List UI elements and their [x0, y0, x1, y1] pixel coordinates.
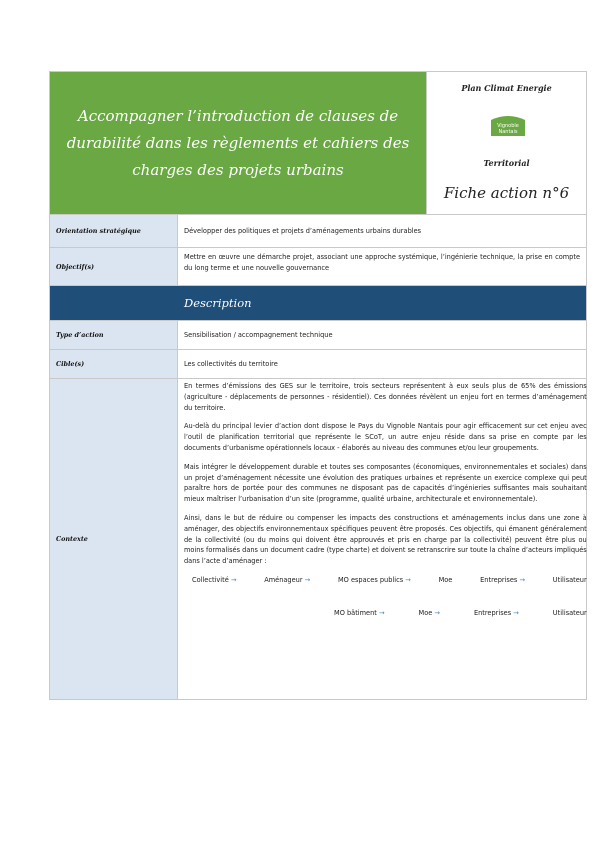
contexte-value: [178, 379, 593, 699]
cibles-label: Cible(s): [50, 350, 178, 378]
row-type-action: [50, 321, 586, 350]
arrow-icon: →: [513, 608, 519, 617]
actor-entreprises: Entreprises →: [480, 575, 525, 584]
actor-utilisateur-2: Utilisateur: [552, 608, 587, 617]
orientation-value: Développer des politiques et projets d’aménagements urbains durables: [184, 226, 422, 235]
action-sheet: [49, 71, 587, 700]
arrow-icon: →: [378, 608, 385, 617]
arrow-icon: →: [304, 575, 311, 584]
actor-entreprises-2: Entreprises →: [473, 608, 519, 617]
actor-moe: Moe: [438, 575, 453, 584]
row-objectifs: [50, 248, 586, 286]
type-action-value: Sensibilisation / accompagnement technique: [184, 330, 333, 339]
arrow-icon: →: [230, 575, 237, 584]
row-cibles: [50, 350, 586, 379]
objectifs-label: Objectif(s): [50, 248, 178, 285]
contexte-paragraph-1: En termes d’émissions des GES sur le territoire, trois secteurs représentent à eux seuls plus de 65% des émissions (agriculture - déplacements de personnes - résidentiel). Ces données révèlent un enjeu fort en termes d’aménagement du territoire.: [184, 382, 587, 412]
objectifs-value: Mettre en œuvre une démarche projet, associant une approche systémique, l’ingénierie technique, la prise en compte du long terme et une nouvelle gouvernance: [184, 253, 580, 272]
sheet-title: Accompagner l’introduction de clauses de durabilité dans les règlements et cahiers des charges des projets urbains: [66, 106, 410, 179]
orientation-label: Orientation stratégique: [50, 215, 178, 247]
row-contexte: [50, 379, 586, 699]
actor-chain-2: [184, 608, 587, 619]
vignoble-nantais-logo: [487, 110, 529, 138]
contexte-paragraph-2: Au-delà du principal levier d’action dont dispose le Pays du Vignoble Nantais pour agir efficacement sur cet enjeu avec l’outil de planification territorial que représente le SCoT, un autre enjeu réside dans sa prise en compte par les documents d’urbanisme opérationnels locaux - élaborés au niveau des communes et/ou leur groupements.: [184, 422, 587, 452]
arrow-icon: →: [519, 575, 525, 584]
arrow-icon: →: [405, 575, 411, 584]
description-heading: Description: [184, 296, 252, 310]
plan-label: Plan Climat Energie: [461, 83, 552, 93]
arrow-icon: →: [434, 608, 440, 617]
actor-mo-batiment: MO bâtiment →: [334, 608, 385, 617]
contexte-label: Contexte: [50, 379, 178, 699]
header-brand-block: [426, 72, 586, 214]
description-banner: [50, 286, 586, 321]
actor-collectivite: Collectivité →: [192, 575, 237, 584]
type-action-label: Type d’action: [50, 321, 178, 349]
actor-chain-1: [184, 575, 587, 586]
actor-utilisateur: Utilisateur: [552, 575, 587, 584]
header-title-block: [50, 72, 426, 214]
row-orientation: [50, 215, 586, 248]
header: [50, 72, 586, 215]
actor-mo-espaces-publics: MO espaces publics →: [337, 575, 411, 584]
contexte-paragraph-4: Ainsi, dans le but de réduire ou compenser les impacts des constructions et aménagements inclus dans une zone à aménager, des objectifs environnementaux spécifiques peuvent être proposés. Ces objectifs, qui émanent généralement de la collectivité (ou du moins qui doivent être approuvés et pris en charge par la collectivité) peuvent être plus ou moins formalisés dans un document cadre (type charte) et doivent se retranscrire sur toute la chaîne d’acteurs impliqués dans l’acte d’aménager :: [184, 513, 587, 566]
actor-amenageur: Aménageur →: [264, 575, 311, 584]
fiche-action-label: Fiche action n°6: [443, 184, 570, 202]
cibles-value: Les collectivités du territoire: [184, 359, 278, 368]
contexte-paragraph-3: Mais intégrer le développement durable et toutes ses composantes (économiques, environnementales et sociales) dans un projet d’aménagement nécessite une évolution des pratiques urbaines et représente un exercice complexe qui peut paraître hors de portée pour des communes ne disposant pas de capacités d’ingénieries suffisantes mais souhaitant mieux maîtriser l’urbanisation d’un site (programme, qualité urbaine, architecturale et environnementale).: [184, 462, 587, 504]
logo-text-1: Vignoble: [497, 123, 519, 129]
logo-text-2: Nantais: [498, 129, 518, 135]
actor-moe-2: Moe →: [418, 608, 440, 617]
territorial-label: Territorial: [483, 158, 530, 168]
